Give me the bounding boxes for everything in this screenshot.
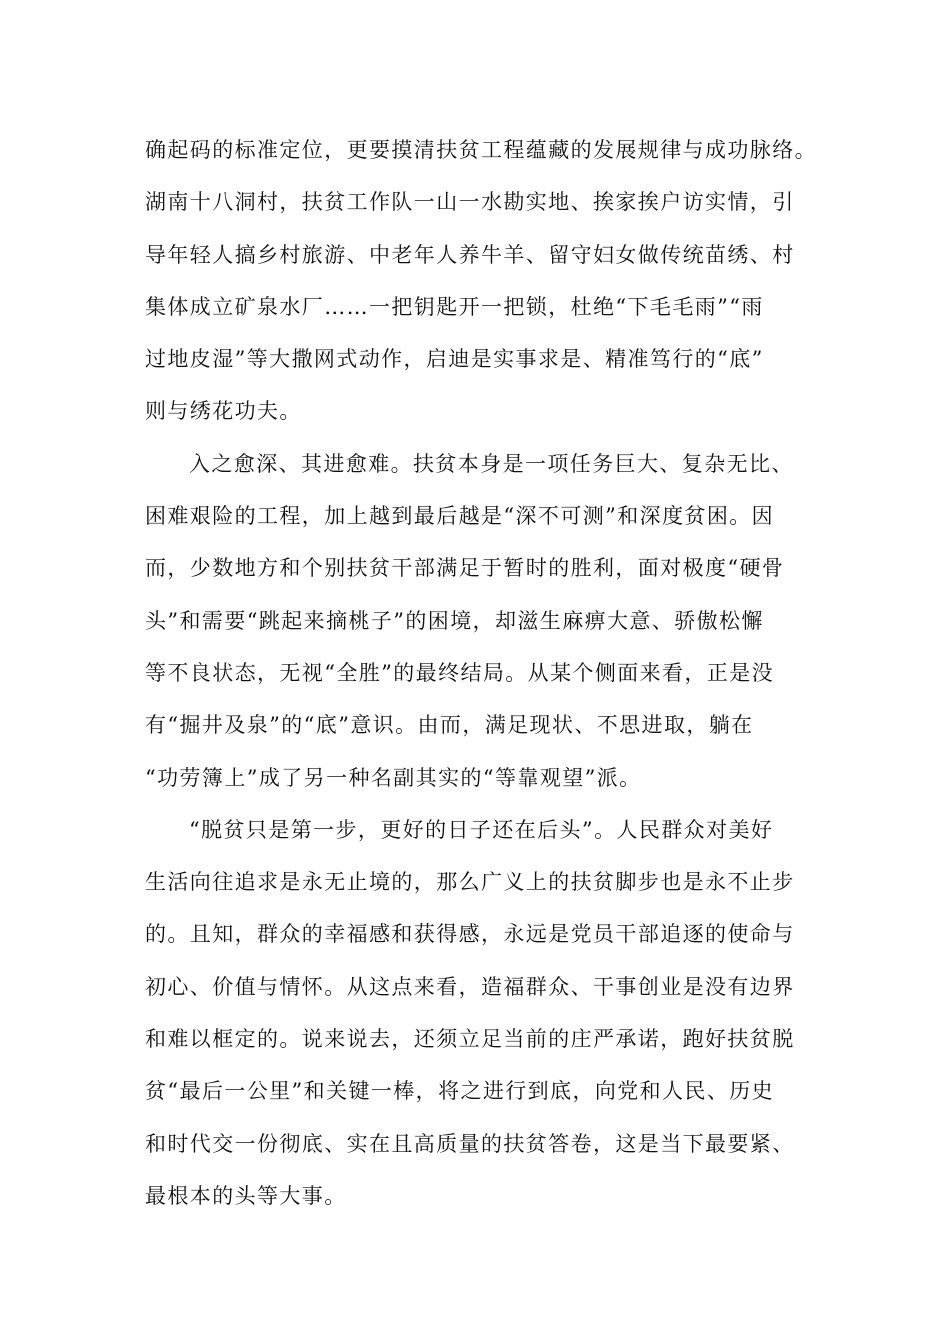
- text-line: 最根本的头等大事。: [145, 1183, 347, 1208]
- text-line: 和时代交一份彻底、实在且高质量的扶贫答卷，这是当下最要紧、: [145, 1131, 795, 1156]
- text-line: 和难以框定的。说来说去，还须立足当前的庄严承诺，跑好扶贫脱: [145, 1027, 795, 1052]
- text-line: 导年轻人搞乡村旅游、中老年人养牛羊、留守妇女做传统苗绣、村: [145, 242, 795, 267]
- paragraph-start-line: 入之愈深、其进愈难。扶贫本身是一项任务巨大、复杂无比、: [189, 451, 794, 476]
- text-line: 生活向往追求是永无止境的，那么广义上的扶贫脚步也是永不止步: [145, 870, 795, 895]
- text-line: 贫“最后一公里”和关键一棒，将之进行到底，向党和人民、历史: [145, 1079, 775, 1104]
- text-line: 等不良状态，无视“全胜”的最终结局。从某个侧面来看，正是没: [145, 660, 775, 685]
- text-line: 过地皮湿”等大撒网式动作，启迪是实事求是、精准笃行的“底”: [145, 347, 764, 372]
- text-line: 集体成立矿泉水厂……一把钥匙开一把锁，杜绝“下毛毛雨”“雨: [145, 294, 764, 319]
- text-line: 初心、价值与情怀。从这点来看，造福群众、干事创业是没有边界: [145, 974, 795, 999]
- text-line: 有“掘井及泉”的“底”意识。由而，满足现状、不思进取，躺在: [145, 713, 754, 738]
- text-line: 湖南十八洞村，扶贫工作队一山一水勘实地、挨家挨户访实情，引: [145, 190, 795, 215]
- text-line: 的。且知，群众的幸福感和获得感，永远是党员干部追逐的使命与: [145, 922, 795, 947]
- paragraph-start-line: “脱贫只是第一步，更好的日子还在后头”。人民群众对美好: [189, 817, 774, 842]
- text-line: 头”和需要“跳起来摘桃子”的困境，却滋生麻痹大意、骄傲松懈: [145, 608, 764, 633]
- text-line: “功劳簿上”成了另一种名副其实的“等靠观望”派。: [145, 765, 642, 790]
- text-line: 确起码的标准定位，更要摸清扶贫工程蕴藏的发展规律与成功脉络。: [145, 138, 817, 162]
- text-line: 而，少数地方和个别扶贫干部满足于暂时的胜利，面对极度“硬骨: [145, 556, 785, 581]
- text-line: 困难艰险的工程，加上越到最后越是“深不可测”和深度贫困。因: [145, 504, 775, 529]
- text-line: 则与绣花功夫。: [145, 399, 302, 424]
- body-text: [145, 124, 817, 1222]
